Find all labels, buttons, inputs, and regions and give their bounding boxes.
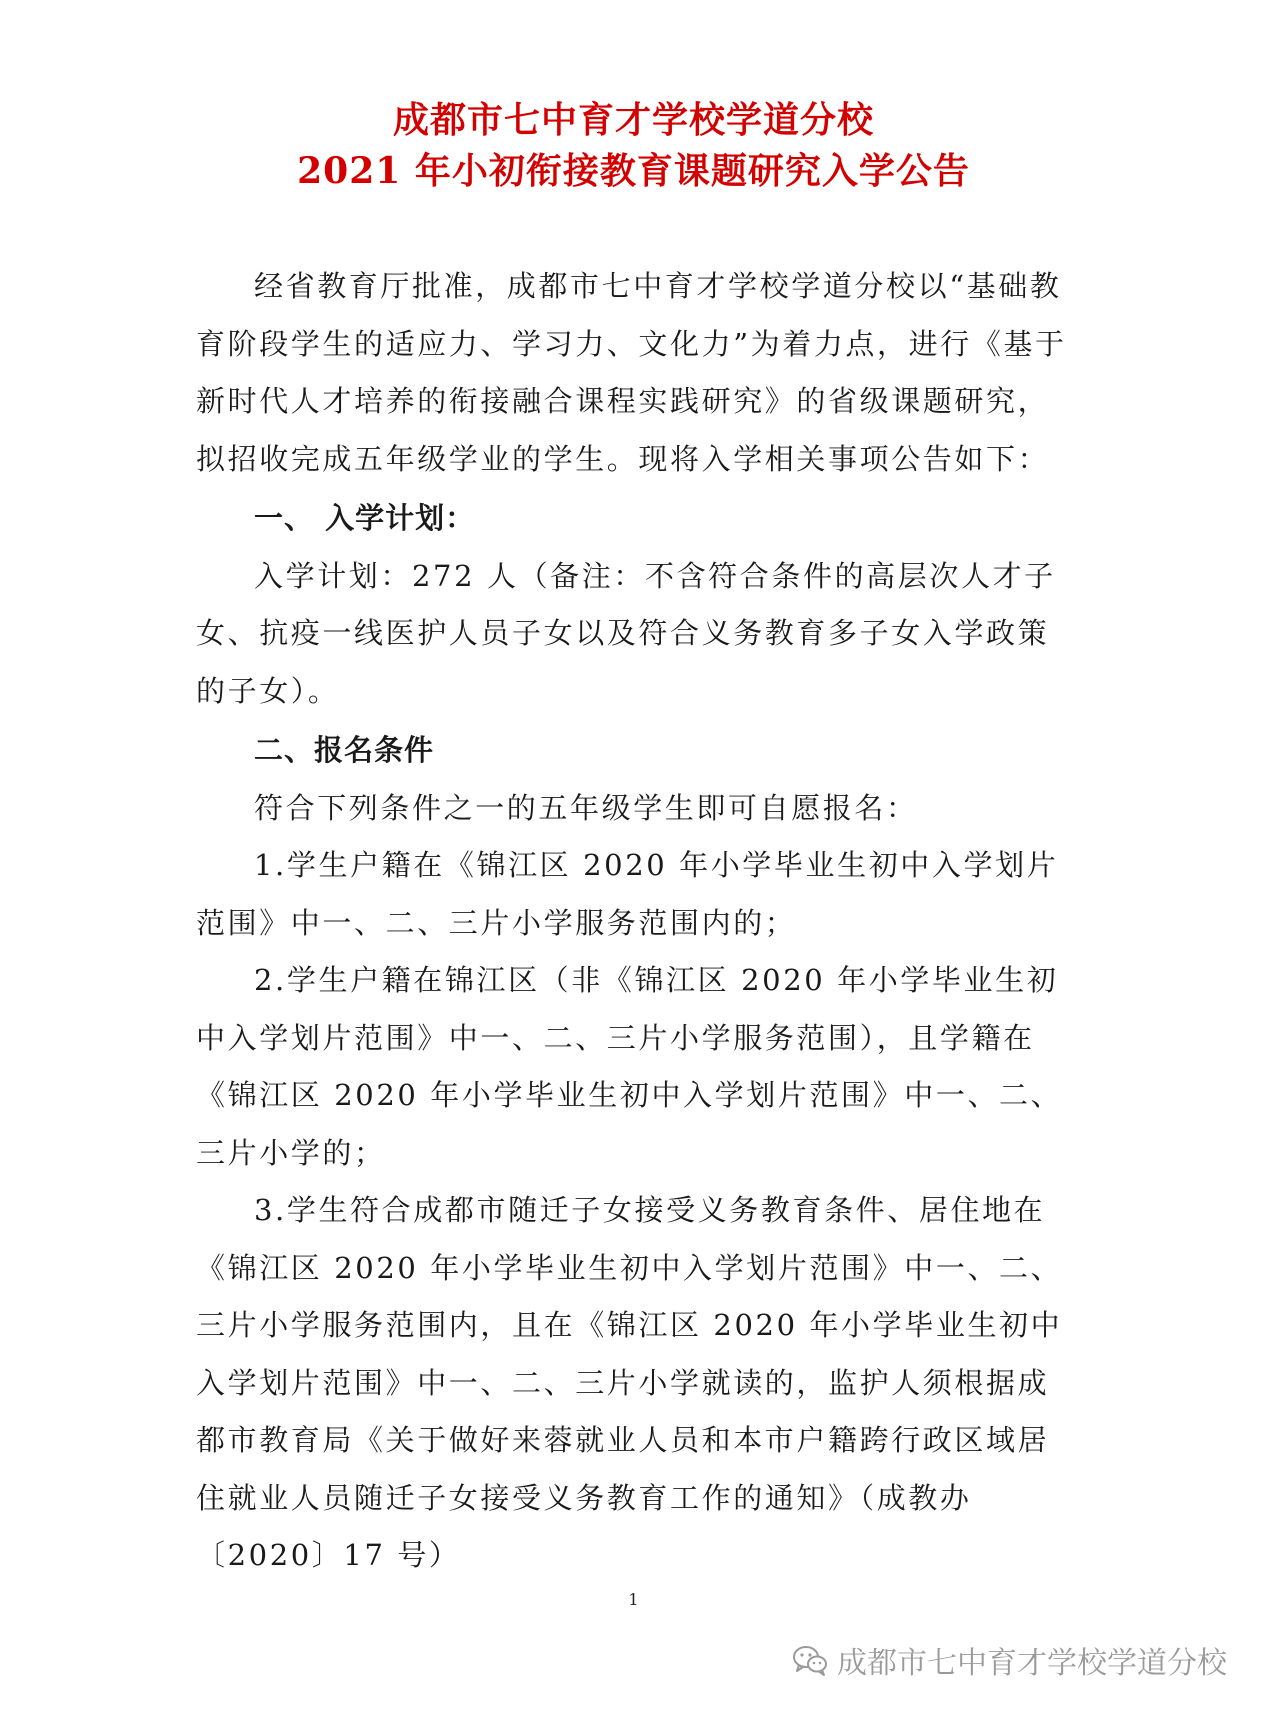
intro-paragraph: 经省教育厅批准，成都市七中育才学校学道分校以“基础教育阶段学生的适应力、学习力、文化力”为着力点，进行《基于新时代人才培养的衔接融合课程实践研究》的省级课题研究，拟招收完成五年级学业的学生。现将入学相关事项公告如下： [196,269,1067,476]
wechat-icon [791,1643,829,1677]
condition-item-1: 1.学生户籍在《锦江区 2020 年小学毕业生初中入学划片范围》中一、二、三片小学服务范围内的； [196,848,1059,940]
document-body [196,258,1074,1585]
enrollment-plan-paragraph: 入学计划：272 人（备注：不含符合条件的高层次人才子女、抗疫一线医护人员子女以及符合义务教育多子女入学政策的子女）。 [196,558,1056,708]
watermark-text: 成都市七中育才学校学道分校 [837,1646,1227,1681]
condition-item-3: 3.学生符合成都市随迁子女接受义务教育条件、居住地在《锦江区 2020 年小学毕业生初中入学划片范围》中一、二、三片小学服务范围内，且在《锦江区 2020 年小学毕业生初中入学划片范围》中一、二、三片小学就读的，监护人须根据成都市教育局《关于做好来蓉就业人员和本市户籍跨行政区域居住就业人员随迁子女接受义务教育工作的通知》（成教办〔2020〕17 号） [196,1193,1063,1572]
section-heading-enrollment-plan: 一、 入学计划： [254,501,476,535]
condition-item-2: 2.学生户籍在锦江区（非《锦江区 2020 年小学毕业生初中入学划片范围》中一、二、三片小学服务范围），且学籍在《锦江区 2020 年小学毕业生初中入学划片范围》中一、二、三片小学的； [196,963,1063,1170]
watermark [791,1638,1227,1682]
document-title-line1: 成都市七中育才学校学道分校 [392,99,874,141]
document-title-line2: 2021 年小初衔接教育课题研究入学公告 [297,150,970,192]
section-heading-conditions: 二、报名条件 [254,733,435,767]
page-number: 1 [628,1590,639,1609]
conditions-intro-paragraph: 符合下列条件之一的五年级学生即可自愿报名： [254,790,918,825]
